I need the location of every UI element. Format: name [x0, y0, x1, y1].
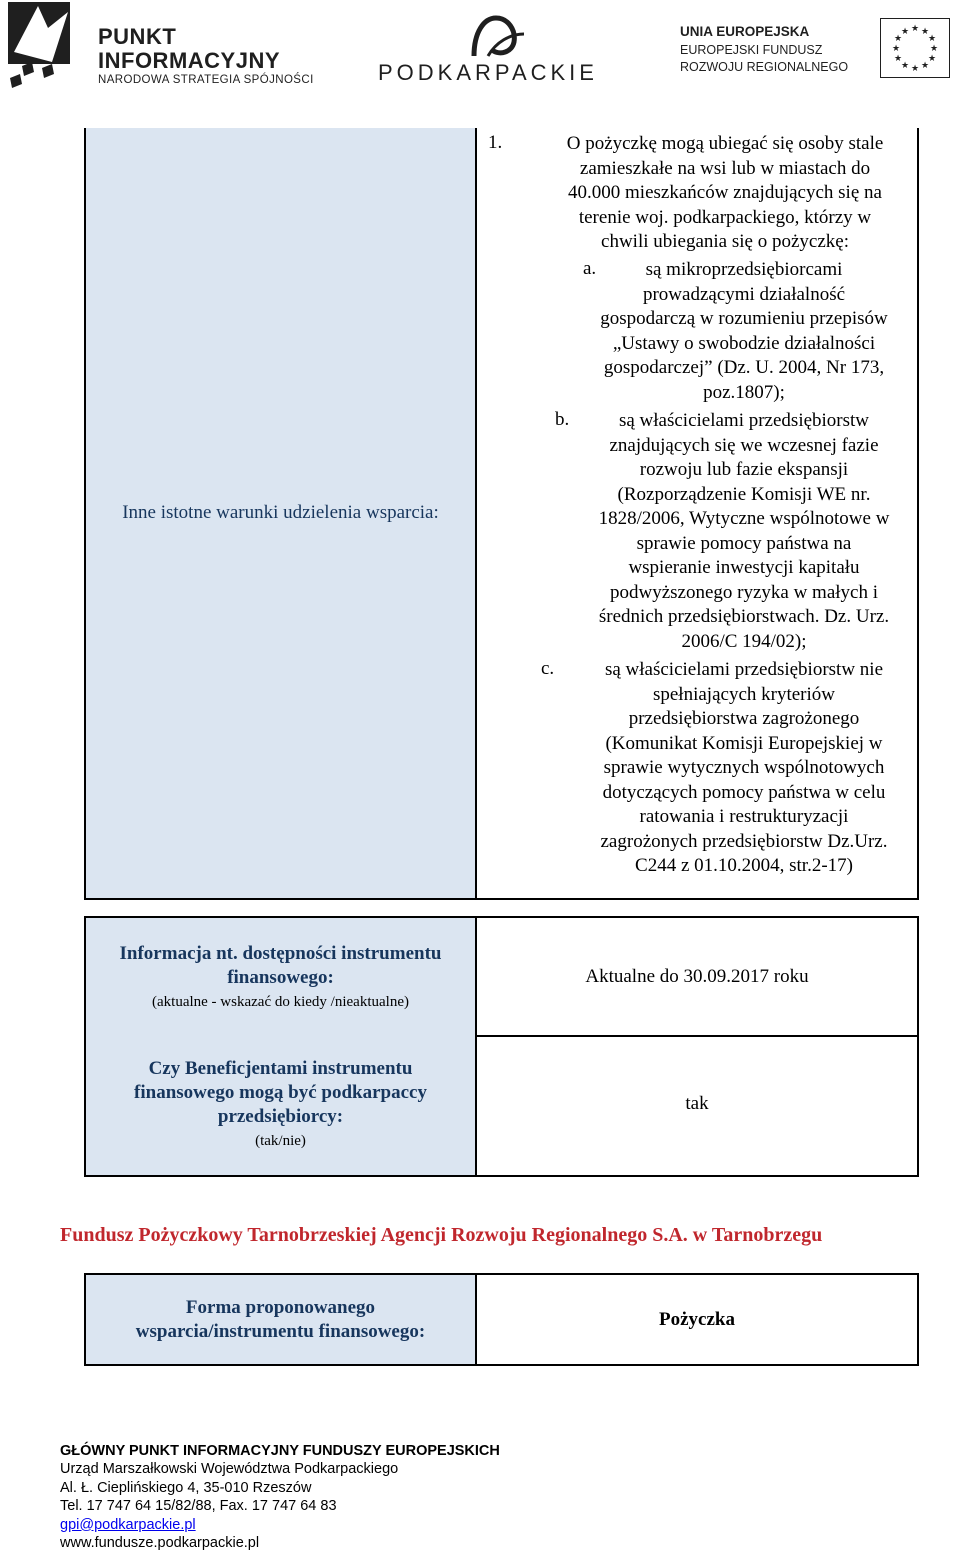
svg-text:★: ★: [927, 54, 937, 64]
support-form-label-cell: [86, 1275, 477, 1364]
svg-text:★: ★: [929, 44, 939, 54]
sub-c-line: C244 z 01.10.2004, str.2-17): [635, 855, 853, 876]
sub-a-letter: a.: [583, 258, 597, 279]
sub-b-line: (Rozporządzenie Komisji WE nr.: [617, 483, 871, 505]
svg-text:★: ★: [910, 64, 920, 74]
sub-c-text: [574, 658, 914, 879]
sub-c-line: zagrożonych przedsiębiorstw Dz.Urz.: [600, 830, 888, 852]
sub-b-line: podwyższonego ryzyka w małych i: [609, 581, 879, 603]
conditions-label-cell: [86, 128, 477, 898]
punkt-logo-mark-icon: [8, 2, 92, 92]
item-line: zamieszkałe na wsi lub w miastach do: [579, 157, 871, 179]
sub-a-line: są mikroprzedsiębiorcami: [645, 259, 843, 280]
item-line: terenie woj. podkarpackiego, którzy w: [578, 206, 872, 228]
eu-logo: [680, 18, 950, 88]
beneficiaries-hint: (tak/nie): [255, 1133, 306, 1149]
sub-b-line: średnich przedsiębiorstwach. Dz. Urz.: [598, 606, 890, 627]
sub-b-line: sprawie pomocy państwa na: [636, 532, 852, 554]
availability-table: [84, 916, 919, 1037]
sub-b-letter: b.: [555, 409, 570, 430]
availability-label-cell: [86, 918, 477, 1035]
podkarpackie-logo-word: PODKARPACKIE: [378, 60, 598, 85]
support-form-table: [84, 1273, 919, 1366]
sub-c-line: spełniających kryteriów: [652, 683, 835, 705]
sub-b-line: 2006/C 194/02);: [681, 630, 807, 652]
footer: [60, 1442, 500, 1552]
beneficiaries-value-cell: [477, 1033, 917, 1175]
availability-row: [86, 918, 917, 1035]
footer-title: GŁÓWNY PUNKT INFORMACYJNY FUNDUSZY EUROPEJSKICH: [60, 1443, 500, 1459]
sub-c-line: sprawie wytycznych wspólnotowych: [603, 757, 885, 778]
support-form-value: Pożyczka: [659, 1308, 735, 1330]
sub-c-line: przedsiębiorstwa zagrożonego: [628, 708, 860, 729]
support-form-row: [86, 1275, 917, 1364]
eu-logo-line2: EUROPEJSKI FUNDUSZ: [680, 43, 823, 57]
item-line: O pożyczkę mogą ubiegać się osoby stale: [566, 133, 884, 154]
eu-flag-icon: [880, 18, 950, 78]
sub-b-text: [574, 409, 914, 654]
sub-a-text: [574, 258, 914, 405]
sub-a-line: gospodarczej” (Dz. U. 2004, Nr 173,: [603, 357, 885, 378]
punkt-informacyjny-logo: [8, 2, 314, 92]
footer-email-link[interactable]: gpi@podkarpackie.pl: [60, 1516, 196, 1533]
punkt-logo-line3: NARODOWA STRATEGIA SPÓJNOŚCI: [98, 74, 314, 86]
punkt-logo-line1: PUNKT: [98, 24, 177, 49]
svg-text:★: ★: [927, 34, 937, 44]
sub-a-line: prowadzącymi działalność: [642, 283, 846, 305]
svg-text:★: ★: [900, 27, 910, 37]
sub-c-line: są właścicielami przedsiębiorstw nie: [604, 659, 884, 680]
sub-a-line: poz.1807);: [703, 381, 785, 403]
sub-b-line: są właścicielami przedsiębiorstw: [618, 410, 870, 431]
svg-text:★: ★: [893, 34, 903, 44]
beneficiaries-label-line2: finansowego mogą być podkarpaccy: [134, 1082, 427, 1103]
svg-text:★: ★: [893, 54, 903, 64]
svg-text:★: ★: [900, 61, 910, 71]
conditions-label-text: Inne istotne warunki udzielenia wsparcia:: [122, 502, 439, 523]
sub-a-line: „Ustawy o swobodzie działalności: [612, 332, 876, 354]
footer-phone: Tel. 17 747 64 15/82/88, Fax. 17 747 64 83: [60, 1498, 337, 1515]
support-form-label-line2: wsparcia/instrumentu finansowego:: [135, 1320, 426, 1342]
availability-label-line2: finansowego:: [227, 966, 334, 988]
podkarpackie-logo: [378, 12, 618, 86]
sub-c-line: dotyczących pomocy państwa w celu: [602, 781, 886, 803]
sub-c-line: (Komunikat Komisji Europejskiej w: [605, 732, 883, 754]
availability-label-line1: Informacja nt. dostępności instrumentu: [119, 942, 442, 964]
beneficiaries-label-line3: przedsiębiorcy:: [217, 1106, 344, 1127]
item-line: 40.000 mieszkańców znajdujących się na: [568, 182, 882, 203]
sub-b-line: znajdujących się we wczesnej fazie: [609, 434, 879, 456]
svg-text:★: ★: [920, 27, 930, 37]
fund-title: Fundusz Pożyczkowy Tarnobrzeskiej Agencji Rozwoju Regionalnego S.A. w Tarnobrzegu: [60, 1224, 823, 1246]
conditions-label: [122, 501, 439, 525]
sub-b-line: wspieranie inwestycji kapitału: [628, 557, 860, 578]
podkarpackie-logo-mark-icon: [378, 12, 608, 60]
sub-c-line: ratowania i restrukturyzacji: [639, 806, 849, 827]
svg-text:★: ★: [891, 44, 901, 54]
availability-value: Aktualne do 30.09.2017 roku: [585, 965, 809, 987]
item-number: 1.: [488, 132, 503, 153]
support-form-label-line1: Forma proponowanego: [185, 1296, 376, 1318]
footer-address: Al. Ł. Cieplińskiego 4, 35-010 Rzeszów: [60, 1479, 312, 1496]
item-line: chwili ubiegania się o pożyczkę:: [601, 231, 849, 252]
eu-logo-line3: ROZWOJU REGIONALNEGO: [680, 60, 849, 74]
support-form-value-cell: [477, 1275, 917, 1364]
sub-b-line: rozwoju lub fazie ekspansji: [639, 459, 849, 480]
beneficiaries-label-cell: [86, 1033, 477, 1175]
sub-b-line: 1828/2006, Wytyczne wspólnotowe w: [598, 508, 890, 529]
eu-logo-line1: UNIA EUROPEJSKA: [680, 24, 810, 39]
footer-website: www.fundusze.podkarpackie.pl: [60, 1535, 260, 1552]
sub-a-line: gospodarczą w rozumieniu przepisów: [600, 308, 888, 329]
availability-value-cell: [477, 918, 917, 1035]
footer-office: Urząd Marszałkowski Województwa Podkarpackiego: [60, 1461, 399, 1478]
svg-text:★: ★: [910, 24, 920, 34]
beneficiaries-table: [84, 1033, 919, 1177]
item-text: [540, 132, 910, 255]
beneficiaries-value: tak: [685, 1093, 709, 1114]
beneficiaries-row: [86, 1033, 917, 1175]
beneficiaries-label-line1: Czy Beneficjentami instrumentu: [148, 1058, 413, 1079]
punkt-logo-line2: INFORMACYJNY: [98, 48, 281, 73]
sub-c-letter: c.: [541, 658, 555, 679]
availability-hint: (aktualne - wskazać do kiedy /nieaktualne): [152, 993, 409, 1010]
svg-text:★: ★: [920, 61, 930, 71]
